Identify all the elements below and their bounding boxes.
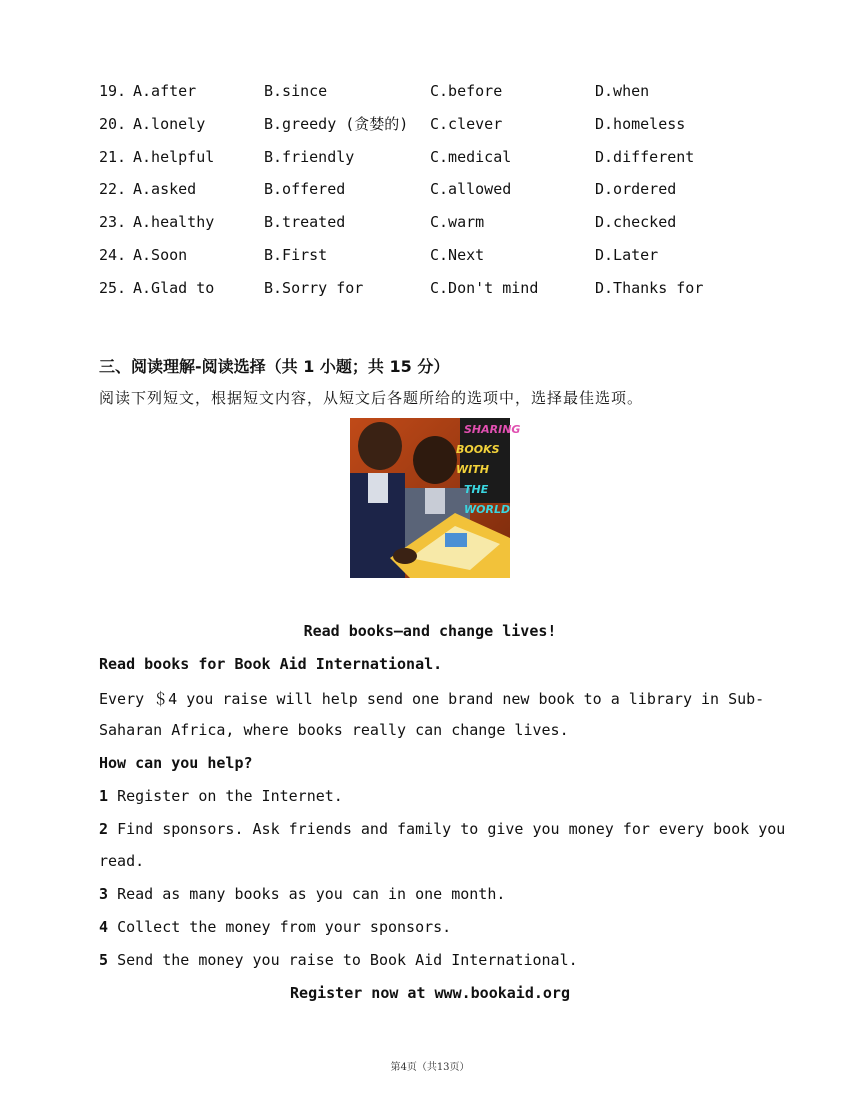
option-c: C.Next — [430, 246, 485, 264]
step-number: 1 — [99, 787, 109, 805]
option-d: D.when — [595, 82, 650, 100]
step-continuation: read. — [99, 852, 145, 870]
step-number: 3 — [99, 885, 109, 903]
option-b: B.friendly — [264, 148, 355, 166]
question-number: 23. — [99, 213, 127, 231]
question-number: 22. — [99, 180, 127, 198]
step-item — [99, 885, 505, 903]
step-text: Collect the money from your sponsors. — [117, 918, 452, 936]
paragraph-line: Every ＄4 you raise will help send one brand new book to a library in Sub- — [99, 690, 765, 708]
option-d: D.Thanks for — [595, 279, 704, 297]
step-item — [99, 787, 343, 805]
step-number: 2 — [99, 820, 109, 838]
paragraph-line: Saharan Africa, where books really can change lives. — [99, 721, 569, 739]
article-subtitle: Read books for Book Aid International. — [99, 655, 443, 673]
step-item — [99, 820, 785, 838]
step-text: Read as many books as you can in one month. — [117, 885, 506, 903]
question-number: 20. — [99, 115, 127, 133]
page-footer: 第4页（共13页） — [390, 1062, 470, 1073]
option-a: A.healthy — [133, 213, 215, 231]
question-number: 25. — [99, 279, 127, 297]
image-caption-line: THE WORLD — [464, 483, 511, 516]
instruction-text: 阅读下列短文，根据短文内容，从短文后各题所给的选项中，选择最佳选项。 — [99, 389, 644, 407]
option-d: D.checked — [595, 213, 677, 231]
question-number: 24. — [99, 246, 127, 264]
step-text: Find sponsors. Ask friends and family to give you money for every book you — [117, 820, 786, 838]
step-text: Send the money you raise to Book Aid International. — [117, 951, 578, 969]
image-caption — [456, 420, 521, 520]
question-number: 19. — [99, 82, 127, 100]
option-c: C.allowed — [430, 180, 512, 198]
option-c: C.Don't mind — [430, 279, 539, 297]
option-c: C.clever — [430, 115, 503, 133]
step-text: Register on the Internet. — [117, 787, 343, 805]
option-a: A.helpful — [133, 148, 215, 166]
question-number: 21. — [99, 148, 127, 166]
option-c: C.before — [430, 82, 503, 100]
option-b: B.offered — [264, 180, 346, 198]
image-caption-line: BOOKS WITH — [456, 443, 500, 476]
article-title: Read books—and change lives! — [303, 622, 557, 640]
step-item — [99, 918, 451, 936]
option-b: B.treated — [264, 213, 346, 231]
step-number: 5 — [99, 951, 109, 969]
option-b: B.First — [264, 246, 328, 264]
option-d: D.ordered — [595, 180, 677, 198]
step-number: 4 — [99, 918, 109, 936]
help-heading: How can you help? — [99, 754, 253, 772]
option-a: A.lonely — [133, 115, 206, 133]
section-title: 三、阅读理解-阅读选择（共 1 小题；共 15 分） — [99, 357, 450, 376]
option-c: C.medical — [430, 148, 512, 166]
option-b: B.since — [264, 82, 328, 100]
option-a: A.Soon — [133, 246, 188, 264]
article-photo — [350, 418, 521, 578]
option-a: A.Glad to — [133, 279, 215, 297]
option-a: A.after — [133, 82, 197, 100]
option-d: D.homeless — [595, 115, 686, 133]
option-d: D.different — [595, 148, 695, 166]
option-b: B.Sorry for — [264, 279, 364, 297]
option-c: C.warm — [430, 213, 485, 231]
option-a: A.asked — [133, 180, 197, 198]
register-line: Register now at www.bookaid.org — [290, 984, 570, 1002]
option-d: D.Later — [595, 246, 659, 264]
step-item — [99, 951, 578, 969]
image-caption-line: SHARING — [464, 423, 521, 436]
option-b: B.greedy (贪婪的) — [264, 115, 409, 133]
